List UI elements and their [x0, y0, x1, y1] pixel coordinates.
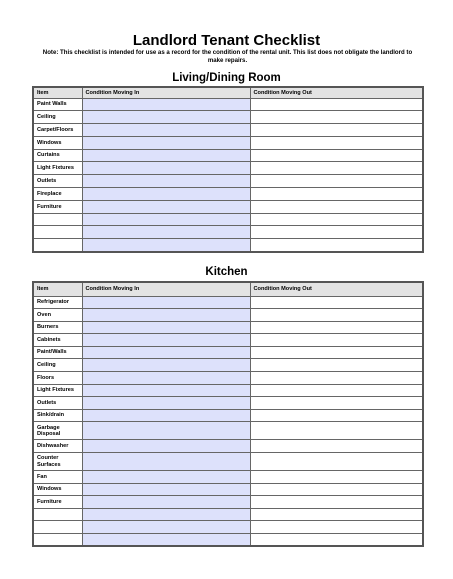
condition-moving-out-field[interactable] [250, 534, 423, 547]
table-row [33, 149, 423, 162]
item-label-cell: Oven [33, 309, 82, 322]
item-label-cell: Outlets [33, 397, 82, 410]
item-label-cell: Light Fixtures [33, 162, 82, 175]
item-label-cell: Refrigerator [33, 296, 82, 309]
condition-moving-in-field[interactable] [82, 334, 250, 347]
table-row [33, 471, 423, 484]
condition-moving-in-field[interactable] [82, 483, 250, 496]
condition-moving-out-field[interactable] [250, 200, 423, 213]
condition-moving-out-field[interactable] [250, 384, 423, 397]
condition-moving-out-field[interactable] [250, 98, 423, 111]
item-label-cell: Furniture [33, 496, 82, 509]
table-row [33, 296, 423, 309]
item-label-cell: Furniture [33, 200, 82, 213]
item-label-cell: Counter Surfaces [33, 453, 82, 471]
condition-moving-out-field[interactable] [250, 453, 423, 471]
condition-moving-in-field[interactable] [82, 98, 250, 111]
table-row [33, 309, 423, 322]
condition-moving-out-field[interactable] [250, 239, 423, 252]
condition-moving-out-field[interactable] [250, 346, 423, 359]
item-label-cell: Sink/drain [33, 409, 82, 422]
table-row [33, 239, 423, 252]
item-label-cell [33, 213, 82, 226]
table-row [33, 188, 423, 201]
condition-moving-in-field[interactable] [82, 111, 250, 124]
condition-moving-in-field[interactable] [82, 534, 250, 547]
condition-moving-in-field[interactable] [82, 440, 250, 453]
condition-moving-out-field[interactable] [250, 409, 423, 422]
condition-moving-out-field[interactable] [250, 508, 423, 521]
condition-moving-out-field[interactable] [250, 226, 423, 239]
item-label-cell: Windows [33, 136, 82, 149]
condition-moving-in-field[interactable] [82, 200, 250, 213]
condition-moving-in-field[interactable] [82, 124, 250, 137]
item-label-cell: Cabinets [33, 334, 82, 347]
table-row [33, 409, 423, 422]
item-label-cell: Windows [33, 483, 82, 496]
condition-moving-in-field[interactable] [82, 136, 250, 149]
table-row [33, 397, 423, 410]
table-row [33, 508, 423, 521]
table-row [33, 124, 423, 137]
condition-moving-out-field[interactable] [250, 162, 423, 175]
condition-moving-out-field[interactable] [250, 175, 423, 188]
table-row [33, 321, 423, 334]
condition-moving-in-field[interactable] [82, 496, 250, 509]
condition-moving-in-field[interactable] [82, 384, 250, 397]
condition-moving-out-field[interactable] [250, 309, 423, 322]
table-row [33, 226, 423, 239]
item-label-cell: Light Fixtures [33, 384, 82, 397]
table-row [33, 521, 423, 534]
condition-moving-in-field[interactable] [82, 508, 250, 521]
table-row [33, 136, 423, 149]
condition-moving-in-field[interactable] [82, 162, 250, 175]
table-row [33, 384, 423, 397]
condition-moving-out-field[interactable] [250, 372, 423, 385]
condition-moving-out-field[interactable] [250, 496, 423, 509]
item-label-cell: Burners [33, 321, 82, 334]
condition-moving-in-field[interactable] [82, 149, 250, 162]
item-label-cell: Dishwasher [33, 440, 82, 453]
condition-moving-in-field[interactable] [82, 226, 250, 239]
disclaimer-note: Note: This checklist is intended for use as a record for the condition of the rental unit. This list does not obligate the landlord to make repairs. [42, 49, 413, 64]
condition-moving-in-field[interactable] [82, 521, 250, 534]
condition-moving-out-field[interactable] [250, 471, 423, 484]
condition-moving-in-field[interactable] [82, 409, 250, 422]
condition-moving-in-field[interactable] [82, 296, 250, 309]
table-row [33, 200, 423, 213]
table-row [33, 111, 423, 124]
condition-moving-out-field[interactable] [250, 124, 423, 137]
item-column-header: Item [33, 87, 82, 98]
condition-moving-in-field[interactable] [82, 359, 250, 372]
item-label-cell: Curtains [33, 149, 82, 162]
moving-out-column-header: Condition Moving Out [250, 282, 423, 296]
table-header-row [33, 282, 423, 296]
condition-moving-out-field[interactable] [250, 422, 423, 440]
condition-moving-out-field[interactable] [250, 136, 423, 149]
living-checklist-table [32, 86, 424, 253]
condition-moving-in-field[interactable] [82, 309, 250, 322]
condition-moving-out-field[interactable] [250, 111, 423, 124]
item-label-cell: Paint/Walls [33, 346, 82, 359]
living-section-title: Living/Dining Room [172, 72, 281, 84]
condition-moving-out-field[interactable] [250, 149, 423, 162]
condition-moving-in-field[interactable] [82, 397, 250, 410]
item-label-cell: Ceiling [33, 359, 82, 372]
table-header-row [33, 87, 423, 98]
condition-moving-out-field[interactable] [250, 296, 423, 309]
condition-moving-in-field[interactable] [82, 321, 250, 334]
kitchen-checklist-table [32, 281, 424, 547]
condition-moving-in-field[interactable] [82, 346, 250, 359]
table-row [33, 162, 423, 175]
item-column-header: Item [33, 282, 82, 296]
table-row [33, 496, 423, 509]
moving-in-column-header: Condition Moving In [82, 87, 250, 98]
item-label-cell: Ceiling [33, 111, 82, 124]
condition-moving-out-field[interactable] [250, 213, 423, 226]
item-label-cell: Outlets [33, 175, 82, 188]
item-label-cell: Floors [33, 372, 82, 385]
condition-moving-in-field[interactable] [82, 372, 250, 385]
table-row [33, 175, 423, 188]
condition-moving-out-field[interactable] [250, 483, 423, 496]
item-label-cell [33, 239, 82, 252]
item-label-cell: Paint Walls [33, 98, 82, 111]
condition-moving-in-field[interactable] [82, 422, 250, 440]
item-label-cell: Fan [33, 471, 82, 484]
item-label-cell [33, 534, 82, 547]
table-row [33, 534, 423, 547]
condition-moving-in-field[interactable] [82, 453, 250, 471]
table-row [33, 213, 423, 226]
condition-moving-in-field[interactable] [82, 188, 250, 201]
condition-moving-out-field[interactable] [250, 188, 423, 201]
condition-moving-in-field[interactable] [82, 471, 250, 484]
table-row [33, 98, 423, 111]
condition-moving-out-field[interactable] [250, 521, 423, 534]
item-label-cell [33, 226, 82, 239]
item-label-cell: Garbage Disposal [33, 422, 82, 440]
item-label-cell: Fireplace [33, 188, 82, 201]
condition-moving-out-field[interactable] [250, 397, 423, 410]
table-row [33, 372, 423, 385]
item-label-cell [33, 521, 82, 534]
table-row [33, 359, 423, 372]
table-row [33, 346, 423, 359]
condition-moving-out-field[interactable] [250, 359, 423, 372]
condition-moving-in-field[interactable] [82, 175, 250, 188]
item-label-cell [33, 508, 82, 521]
page-title: Landlord Tenant Checklist [132, 32, 321, 49]
table-row [33, 453, 423, 471]
condition-moving-in-field[interactable] [82, 239, 250, 252]
table-row [33, 334, 423, 347]
moving-out-column-header: Condition Moving Out [250, 87, 423, 98]
condition-moving-out-field[interactable] [250, 440, 423, 453]
kitchen-section-title: Kitchen [205, 266, 248, 278]
table-row [33, 440, 423, 453]
item-label-cell: Carpet/Floors [33, 124, 82, 137]
moving-in-column-header: Condition Moving In [82, 282, 250, 296]
table-row [33, 483, 423, 496]
condition-moving-out-field[interactable] [250, 334, 423, 347]
condition-moving-in-field[interactable] [82, 213, 250, 226]
table-row [33, 422, 423, 440]
condition-moving-out-field[interactable] [250, 321, 423, 334]
